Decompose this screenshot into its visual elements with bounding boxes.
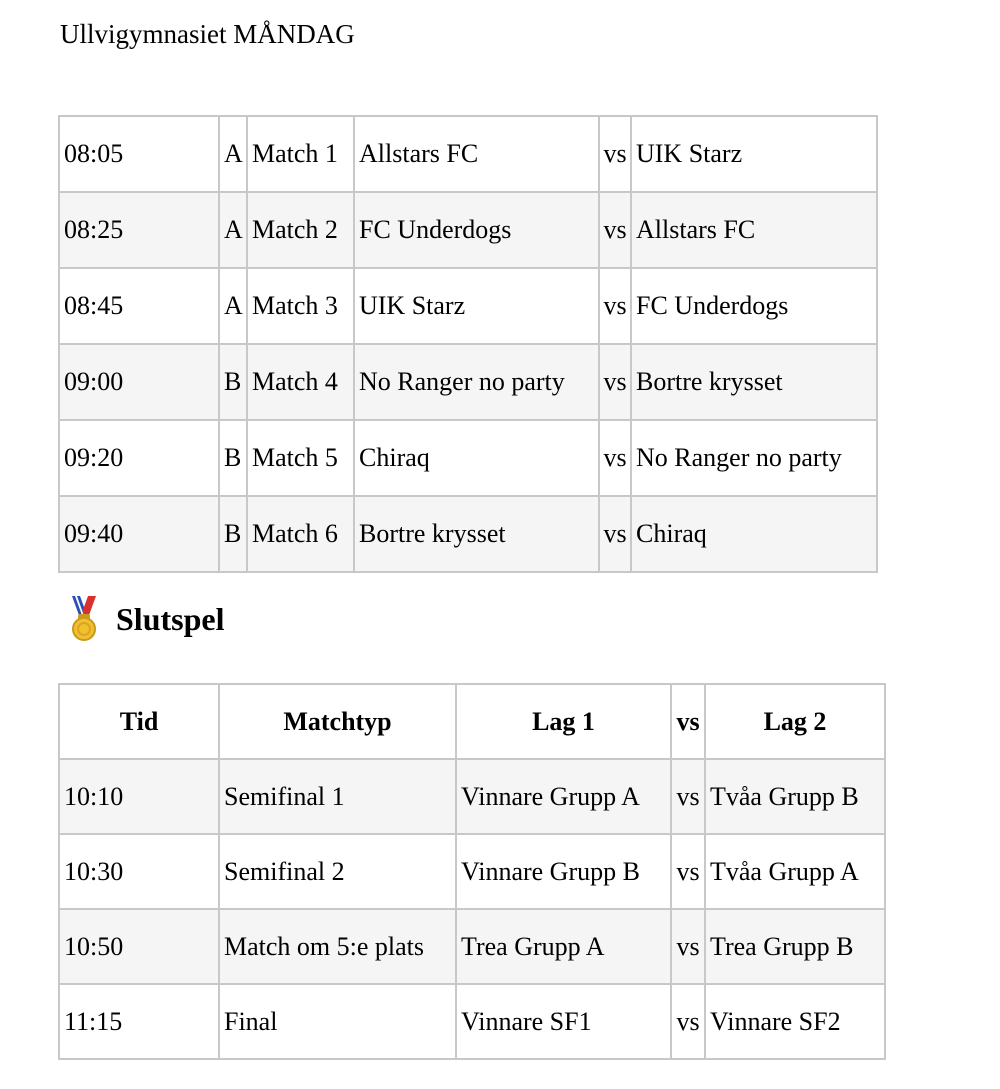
table-row (59, 344, 877, 420)
team-1: No Ranger no party (354, 344, 599, 420)
match-time: 11:15 (59, 984, 219, 1059)
team-2: No Ranger no party (631, 420, 877, 496)
team-2: Chiraq (631, 496, 877, 572)
column-header-team1: Lag 1 (456, 684, 671, 759)
column-header-type: Matchtyp (219, 684, 456, 759)
table-row (59, 268, 877, 344)
group-schedule-table (58, 115, 878, 573)
team-2: Tvåa Grupp B (705, 759, 885, 834)
team-1: Vinnare Grupp A (456, 759, 671, 834)
match-group: B (219, 420, 247, 496)
versus: vs (599, 344, 631, 420)
versus: vs (671, 984, 705, 1059)
team-1: Allstars FC (354, 116, 599, 192)
team-1: Chiraq (354, 420, 599, 496)
match-number: Match 3 (247, 268, 354, 344)
match-time: 09:00 (59, 344, 219, 420)
table-row (59, 496, 877, 572)
match-type: Match om 5:e plats (219, 909, 456, 984)
versus: vs (671, 759, 705, 834)
page-title: Ullvigymnasiet MÅNDAG (60, 19, 355, 49)
match-time: 10:10 (59, 759, 219, 834)
table-row (59, 420, 877, 496)
match-number: Match 2 (247, 192, 354, 268)
team-1: UIK Starz (354, 268, 599, 344)
match-group: A (219, 268, 247, 344)
match-time: 08:45 (59, 268, 219, 344)
match-group: B (219, 344, 247, 420)
team-2: Allstars FC (631, 192, 877, 268)
playoffs-heading (66, 596, 224, 642)
match-type: Semifinal 2 (219, 834, 456, 909)
playoffs-heading-text: Slutspel (116, 601, 225, 637)
match-type: Semifinal 1 (219, 759, 456, 834)
column-header-team2: Lag 2 (705, 684, 885, 759)
table-header-row (59, 684, 885, 759)
table-row (59, 116, 877, 192)
match-time: 09:40 (59, 496, 219, 572)
table-row (59, 984, 885, 1059)
versus: vs (599, 496, 631, 572)
table-row (59, 192, 877, 268)
team-2: Vinnare SF2 (705, 984, 885, 1059)
versus: vs (671, 909, 705, 984)
versus: vs (599, 116, 631, 192)
versus: vs (599, 192, 631, 268)
team-2: Trea Grupp B (705, 909, 885, 984)
match-type: Final (219, 984, 456, 1059)
versus: vs (599, 420, 631, 496)
team-1: Bortre krysset (354, 496, 599, 572)
team-1: Vinnare SF1 (456, 984, 671, 1059)
medal-icon (66, 596, 102, 642)
match-number: Match 6 (247, 496, 354, 572)
match-time: 10:30 (59, 834, 219, 909)
team-1: Trea Grupp A (456, 909, 671, 984)
match-group: A (219, 116, 247, 192)
table-row (59, 834, 885, 909)
versus: vs (671, 834, 705, 909)
match-time: 08:05 (59, 116, 219, 192)
match-group: A (219, 192, 247, 268)
match-time: 08:25 (59, 192, 219, 268)
column-header-time: Tid (59, 684, 219, 759)
team-1: Vinnare Grupp B (456, 834, 671, 909)
team-2: Bortre krysset (631, 344, 877, 420)
match-number: Match 5 (247, 420, 354, 496)
match-time: 10:50 (59, 909, 219, 984)
playoff-schedule-table (58, 683, 886, 1060)
match-group: B (219, 496, 247, 572)
team-2: UIK Starz (631, 116, 877, 192)
versus: vs (599, 268, 631, 344)
table-row (59, 909, 885, 984)
column-header-versus: vs (671, 684, 705, 759)
team-1: FC Underdogs (354, 192, 599, 268)
table-row (59, 759, 885, 834)
match-number: Match 4 (247, 344, 354, 420)
team-2: Tvåa Grupp A (705, 834, 885, 909)
match-time: 09:20 (59, 420, 219, 496)
team-2: FC Underdogs (631, 268, 877, 344)
match-number: Match 1 (247, 116, 354, 192)
